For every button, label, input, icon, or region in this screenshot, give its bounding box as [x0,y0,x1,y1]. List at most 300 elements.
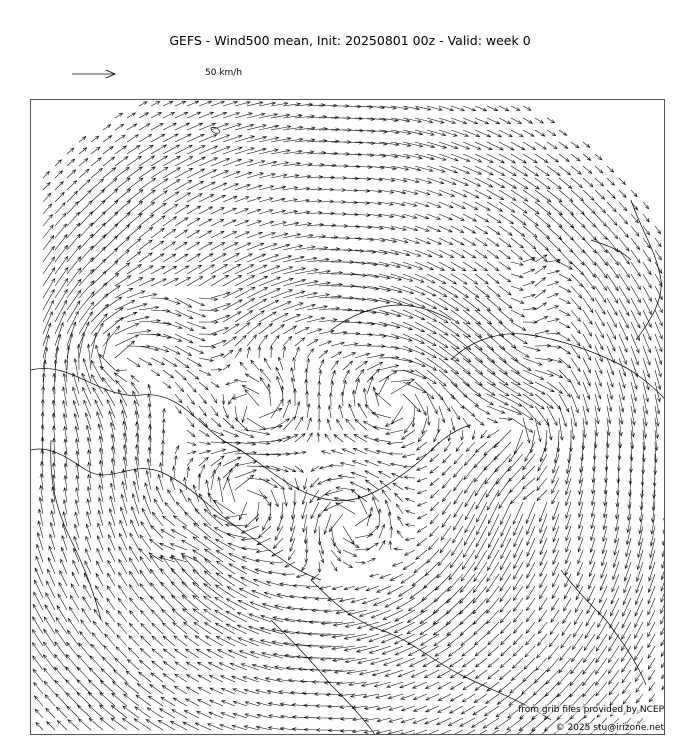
wind-arrow [355,419,367,430]
wind-arrow [367,286,390,292]
wind-arrow [648,658,655,669]
wind-arrow [91,259,106,274]
wind-arrow [465,514,475,533]
wind-arrow [141,522,151,538]
wind-arrow [342,449,355,454]
wind-arrow [343,262,366,265]
wind-arrow [119,547,127,562]
wind-arrow [403,154,422,159]
wind-arrow [163,254,176,262]
wind-arrow [108,560,115,574]
wind-arrow [650,538,655,558]
wind-arrow [425,718,439,724]
wind-arrow [649,550,655,569]
wind-arrow [151,309,170,312]
wind-arrow [139,113,148,118]
wind-arrow [68,720,79,730]
wind-arrow [162,430,165,442]
wind-arrow [427,382,443,400]
wind-arrow [79,169,89,178]
wind-arrow [187,370,199,379]
wind-arrow [79,234,93,250]
wind-arrow [127,167,142,178]
wind-arrow [116,647,127,658]
wind-arrow [89,668,103,682]
wind-arrow [79,643,91,658]
wind-arrow [545,682,559,696]
wind-arrow [291,691,308,694]
wind-arrow [487,274,499,284]
wind-arrow [511,286,523,290]
wind-arrow [405,550,415,555]
wind-arrow [93,388,103,406]
wind-arrow [439,154,458,161]
wind-arrow [98,523,103,538]
wind-arrow [523,281,535,286]
wind-arrow [163,674,175,682]
wind-arrow [186,662,199,670]
wind-arrow [499,250,510,259]
wind-arrow [355,154,374,157]
wind-arrow [366,586,379,591]
wind-arrow [199,457,208,466]
wind-arrow [605,454,608,471]
wind-arrow [283,346,286,358]
wind-arrow [199,101,212,106]
wind-arrow [636,694,643,703]
wind-arrow [211,315,230,322]
wind-arrow [185,512,199,526]
wind-arrow [240,651,260,658]
wind-arrow [380,574,391,578]
wind-arrow [335,670,356,674]
wind-arrow [365,471,379,478]
wind-arrow [322,451,332,454]
wind-arrow [247,288,268,299]
wind-arrow [211,303,230,310]
wind-arrow [195,509,211,526]
wind-arrow [403,262,423,269]
wind-arrow [91,190,105,203]
wind-arrow [460,574,475,592]
wind-arrow [55,203,65,214]
wind-arrow [401,718,415,723]
wind-arrow [307,433,312,442]
wind-arrow [116,369,127,372]
wind-arrow [424,730,439,735]
wind-arrow [343,165,360,168]
wind-arrow [119,572,127,586]
wind-arrow [354,434,367,442]
wind-arrow [215,585,235,598]
wind-arrow [193,557,211,574]
wind-arrow [448,718,463,726]
wind-arrow [223,220,236,226]
wind-arrow [239,589,259,599]
wind-arrow [365,405,379,418]
wind-arrow [499,334,516,348]
wind-arrow [346,419,355,430]
wind-arrow [199,195,214,203]
wind-arrow [523,321,537,324]
wind-arrow [329,514,343,532]
wind-arrow [127,178,143,190]
wind-arrow [388,694,403,699]
wind-arrow [319,360,324,370]
wind-arrow [33,669,43,682]
wind-arrow [547,202,562,215]
wind-arrow [43,182,50,190]
wind-arrow [161,697,175,706]
wind-arrow [33,656,43,670]
wind-arrow [328,406,331,418]
wind-arrow [351,472,367,478]
wind-arrow [595,202,606,213]
wind-arrow [199,406,206,416]
wind-arrow [295,402,300,418]
wind-arrow [55,192,64,202]
wind-arrow [66,654,79,670]
wind-arrow [607,226,618,239]
wind-arrow [540,514,547,533]
wind-arrow [397,531,403,538]
wind-arrow [75,500,79,514]
wind-arrow [617,466,620,483]
wind-arrow [463,310,481,324]
wind-arrow [451,118,467,124]
wind-arrow [76,463,79,478]
wind-arrow [327,419,331,430]
wind-arrow [351,598,367,603]
wind-arrow [343,189,358,192]
wind-arrow [267,384,271,406]
wind-arrow [139,358,152,365]
wind-arrow [450,706,463,713]
wind-arrow [67,706,79,718]
wind-arrow [318,419,321,430]
wind-arrow [547,294,558,299]
wind-arrow [204,571,223,586]
wind-arrow [163,204,178,214]
wind-arrow [643,274,651,288]
wind-arrow [210,700,223,706]
wind-arrow [235,418,248,431]
wind-arrow [514,550,523,569]
wind-arrow [610,694,619,706]
wind-arrow [103,178,117,190]
wind-arrow [207,649,223,658]
wind-arrow [164,661,176,670]
wind-arrow [526,610,535,622]
wind-arrow [451,406,460,420]
wind-arrow [430,514,439,524]
wind-arrow [115,146,127,154]
wind-arrow [385,418,403,426]
wind-arrow [223,254,239,263]
wind-arrow [440,538,451,553]
wind-arrow [187,451,196,454]
wind-arrow [377,706,391,710]
wind-arrow [403,322,425,332]
wind-arrow [488,670,499,679]
wind-arrow [475,250,487,258]
wind-arrow [525,646,535,657]
wind-arrow [427,130,446,136]
wind-arrow [272,641,295,646]
wind-arrow [475,322,493,337]
wind-arrow [441,526,451,540]
wind-arrow [643,262,651,275]
wind-arrow [175,242,187,250]
wind-arrow [547,154,559,162]
wind-arrow [148,436,151,454]
wind-arrow [211,441,225,444]
wind-arrow [295,466,303,472]
wind-arrow [226,523,248,526]
wind-arrow [271,278,293,286]
wind-arrow [661,646,665,657]
wind-arrow [233,713,247,718]
wind-arrow [247,221,261,226]
wind-arrow [331,361,338,370]
wind-arrow [163,134,178,142]
wind-arrow [402,442,415,448]
wind-arrow [165,503,175,515]
wind-arrow [607,214,617,225]
wind-arrow [129,571,139,586]
wind-arrow [453,466,463,477]
wind-arrow [535,370,554,376]
wind-arrow [367,362,383,370]
wind-arrow [571,418,575,439]
wind-arrow [352,390,355,406]
wind-arrow [115,276,131,286]
wind-arrow [559,310,570,316]
wind-arrow [199,465,205,478]
wind-arrow [534,670,547,683]
wind-arrow [55,630,67,647]
wind-arrow [411,670,427,677]
wind-arrow [513,502,523,524]
wind-arrow [475,334,494,350]
wind-arrow [151,216,165,226]
wind-arrow [187,242,200,250]
wind-arrow [511,310,525,317]
wind-arrow [264,358,271,370]
wind-arrow [523,226,537,238]
wind-arrow [415,130,434,136]
wind-arrow [418,526,428,532]
wind-arrow [113,681,128,694]
wind-arrow [487,562,499,581]
wind-arrow [475,634,488,645]
wind-arrow [304,478,308,490]
wind-arrow [568,442,572,463]
wind-arrow [427,298,448,310]
wind-arrow [355,250,376,254]
wind-arrow [187,442,196,445]
wind-arrow [148,385,151,395]
wind-arrow [174,516,188,526]
wind-arrow [71,584,79,598]
wind-arrow [511,418,533,432]
wind-arrow [67,279,81,298]
wind-arrow [377,586,391,592]
wind-arrow [532,718,547,731]
wind-arrow [559,130,567,135]
wind-arrow [438,706,451,713]
wind-arrow [139,156,155,166]
wind-arrow [79,148,87,154]
wind-arrow [473,610,487,624]
wind-arrow [195,636,211,646]
wind-arrow [484,454,499,470]
wind-arrow [487,130,502,137]
wind-arrow [363,388,367,406]
wind-arrow [223,365,230,370]
wind-arrow [42,373,45,394]
wind-arrow [595,250,608,266]
wind-arrow [559,418,563,440]
wind-arrow [484,442,499,455]
wind-arrow [139,549,151,563]
wind-arrow [454,490,463,504]
wind-arrow [256,726,271,730]
wind-arrow [324,502,343,511]
wind-arrows [32,101,665,735]
wind-arrow [187,123,203,130]
wind-arrow [444,442,451,452]
wind-arrow [175,382,184,392]
wind-arrow [427,346,448,360]
wind-arrow [451,418,455,431]
wind-arrow [548,646,559,659]
wind-arrow [139,215,154,226]
wind-arrow [355,118,375,121]
wind-arrow [631,190,637,197]
wind-arrow [67,159,75,166]
wind-arrow [379,130,399,134]
wind-arrow [648,574,655,592]
wind-arrow [43,655,55,670]
wind-arrow [547,658,559,672]
wind-arrow [198,700,211,707]
wind-arrow [523,670,535,682]
wind-arrow [501,634,511,645]
wind-arrow [365,718,379,722]
wind-arrow [127,316,149,322]
wind-arrow [559,322,570,328]
wind-arrow [513,634,523,645]
wind-arrow [636,574,643,593]
wind-arrow [451,310,470,324]
wind-arrow [500,670,511,680]
wind-arrow [184,477,187,490]
wind-arrow [115,335,139,346]
wind-arrow [379,346,399,350]
wind-arrow [187,346,204,353]
wind-arrow [401,694,415,699]
wind-arrow [227,533,247,538]
wind-arrow [475,154,493,163]
wind-arrow [547,118,555,123]
wind-arrow [139,319,160,322]
wind-arrow [454,502,463,517]
wind-arrow [311,502,319,519]
wind-arrow [430,526,440,537]
wind-arrow [499,226,512,236]
wind-arrow [377,718,391,722]
wind-arrow [583,358,591,373]
wind-arrow [583,334,591,348]
wind-arrow [48,558,55,574]
wind-arrow [648,646,655,658]
wind-arrow [475,238,487,246]
wind-arrow [461,706,475,714]
wind-arrow [199,207,213,214]
wind-arrow [127,330,151,335]
wind-arrow [499,322,515,335]
wind-arrow [547,418,552,440]
wind-arrow [271,210,285,214]
wind-arrow [163,217,177,226]
wind-arrow [526,502,535,523]
wind-arrow [151,228,164,238]
wind-arrow [500,562,511,581]
wind-arrow [624,562,631,581]
wind-arrow [623,694,631,704]
wind-arrow [295,478,299,490]
wind-arrow [635,598,643,616]
wind-arrow [302,562,307,571]
wind-arrow [242,526,260,533]
wind-arrow [127,214,142,227]
wind-arrow [451,154,470,162]
wind-arrow [391,262,412,269]
wind-arrow [43,171,49,178]
wind-arrow [355,586,367,590]
wind-arrow [403,274,424,282]
wind-arrow [418,514,427,519]
wind-arrow [474,622,487,635]
wind-arrow [226,599,247,610]
wind-arrow [199,358,213,362]
wind-arrow [487,118,500,124]
wind-arrow [172,530,187,538]
wind-arrow [331,381,334,394]
wind-arrow [631,226,639,236]
wind-arrow [198,687,211,694]
wind-arrow [511,130,523,137]
wind-arrow [271,335,279,346]
wind-arrow [552,586,559,599]
wind-arrow [499,286,511,295]
wind-arrow [535,406,549,426]
wind-arrow [475,538,487,559]
wind-arrow [332,586,343,590]
wind-arrow [273,653,295,658]
wind-arrow [552,478,559,493]
wind-arrow [215,597,235,610]
wind-arrow [79,201,92,214]
wind-arrow [79,137,86,143]
wind-arrow [211,243,225,251]
wind-arrow [430,478,439,486]
wind-arrow [80,632,91,647]
wind-arrow [499,298,512,308]
wind-arrow [324,681,343,684]
wind-arrow [337,419,343,430]
